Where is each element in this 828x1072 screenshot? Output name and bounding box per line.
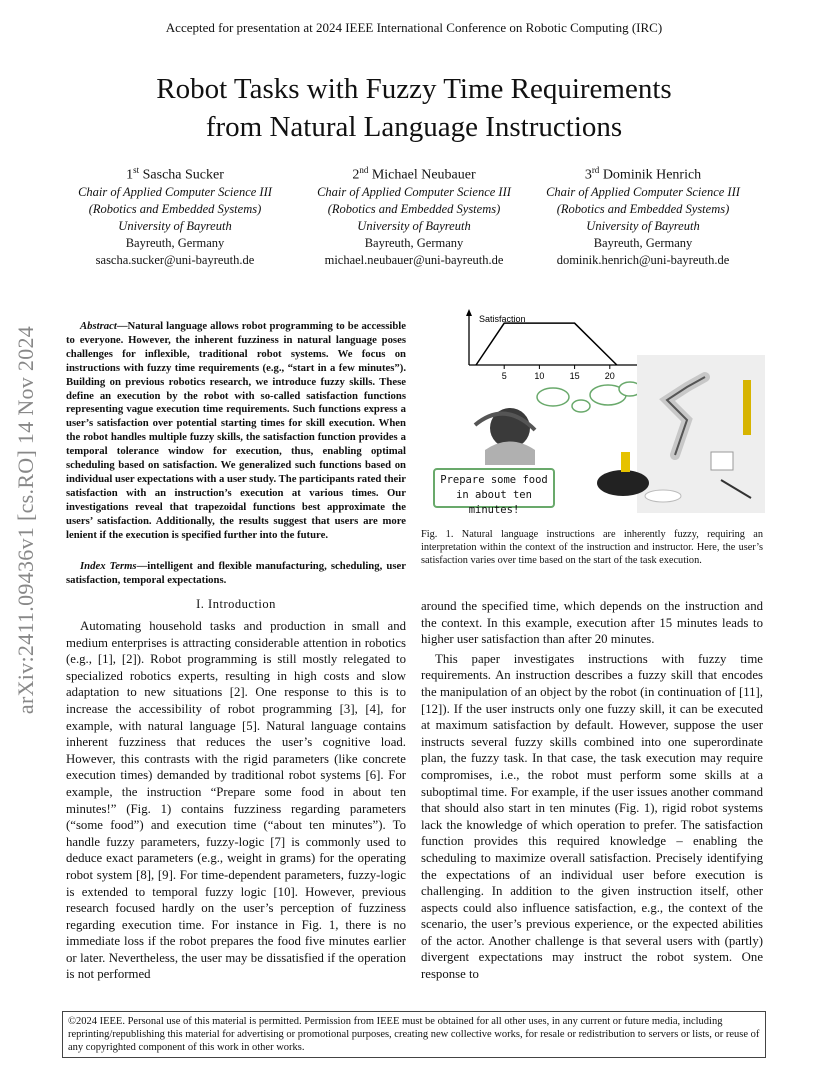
x-axis-ticks: [502, 365, 615, 381]
conference-header: Accepted for presentation at 2024 IEEE International Conference on Robotic Computing (IRC): [165, 20, 663, 35]
x-tick-label: 5: [501, 371, 507, 381]
abstract-label: Abstract: [80, 320, 117, 332]
author-1-ordinal-suffix: st: [133, 165, 140, 175]
intro-paragraph-2: This paper investigates instructions with fuzzy time requirements. An instruction describes a fuzzy skill that encodes the manipulation of an object by the robot (in continuation of [11], [12]). If the user instructs only one fuzzy skill, it can be executed at maximum satisfaction by default. However, suppose the user instructs several fuzzy skills combined into one superordinate plan, the fuzzy task. In that case, the task execution may require compromises, i.e., the robot must perform some skills at a suboptimal time. For example, if the user issues another command that should also start in ten minutes (Fig. 1), rigid robot systems lack the knowledge of which operation to prefer. The satisfaction function provides this required knowledge – enabling the scheduling to maximize overall satisfaction. Precisely identifying the expectations of an individual user before execution is challenging. In addition to the given instruction itself, other aspects could also influence satisfaction, e.g., the context of the scenario, the user’s previous experience, or the expected abilities of the actor. Another challenge is that several users with (partly) divergent expectations may instruct the robot system. One response to: [421, 651, 763, 982]
speech-line-1: Prepare some food: [440, 474, 548, 486]
copyright-notice: ©2024 IEEE. Personal use of this material is permitted. Permission from IEEE must be obtained for all other uses, in any current or future media, including reprinting/republishing this material for advertising or promotional purposes, creating new collective works, for resale or redistribution to servers or lists, or reuse of any copyrighted component of this work in other works.: [62, 1011, 766, 1058]
column-2-body: [421, 598, 763, 986]
author-2-email[interactable]: michael.neubauer@uni-bayreuth.de: [324, 252, 504, 267]
author-3-affiliation: Chair of Applied Computer Science III: [546, 184, 740, 199]
robot-scene: [597, 355, 765, 513]
author-1: [55, 162, 295, 269]
author-2: [294, 162, 534, 269]
author-3-university: University of Bayreuth: [586, 218, 700, 233]
author-3-ordinal: 3: [584, 167, 592, 183]
abstract-text: —Natural language allows robot programming to be accessible to everyone. However, the inherent fuzziness in natural language poses challenges for inflexible, traditional robot systems. We focus on instructions with fuzzy time requirements (e.g., “start in a few minutes”). Building on previous robotics research, we introduce fuzzy skills. These define an execution by the robot with so-called satisfaction functions representing vague execution time requirements. Such functions express a user’s satisfaction over potential starting times for skill execution. When the robot handles multiple fuzzy skills, the satisfaction function provides a temporal tolerance window for execution, thus, enabling optimal scheduling based on satisfaction. We generalized such functions based on individual user expectations with a user study. The participants rated their satisfaction with an instruction’s execution at various times. Our investigations reveal that trapezoidal functions best approximate the users’ satisfaction. Additionally, the results suggest that users are more lenient if the execution is specified further into the future.: [66, 320, 406, 541]
author-2-name: Michael Neubauer: [371, 167, 476, 183]
author-1-university: University of Bayreuth: [118, 218, 232, 233]
author-3-email[interactable]: dominik.henrich@uni-bayreuth.de: [556, 252, 730, 267]
title-line-1: Robot Tasks with Fuzzy Time Requirements: [156, 73, 672, 105]
abstract: [66, 320, 406, 543]
author-3-ordinal-suffix: rd: [591, 165, 600, 175]
index-terms-label: Index Terms: [80, 560, 137, 572]
x-tick-label: 10: [534, 371, 545, 381]
author-2-university: University of Bayreuth: [357, 218, 471, 233]
speech-line-2: in about ten minutes!: [456, 489, 532, 516]
title-line-2: from Natural Language Instructions: [205, 111, 623, 143]
y-axis-arrow-icon: [466, 309, 472, 316]
author-2-ordinal: 2: [352, 167, 360, 183]
author-1-affiliation: Chair of Applied Computer Science III: [78, 184, 272, 199]
figure-caption: Fig. 1. Natural language instructions are inherently fuzzy, requiring an interpretation within the context of the instruction and instructor. Here, the user’s satisfaction varies over time based on the start of the task execution.: [421, 529, 763, 566]
author-2-group: (Robotics and Embedded Systems): [327, 201, 501, 216]
author-3-name: Dominik Henrich: [602, 167, 702, 183]
thought-cloud-icons: [537, 382, 641, 412]
author-2-affiliation: Chair of Applied Computer Science III: [317, 184, 511, 199]
rack-icon: [743, 380, 751, 435]
x-tick-label: 20: [604, 371, 615, 381]
pot-icon: [711, 452, 733, 470]
author-1-ordinal: 1: [126, 167, 134, 183]
x-tick-label: 15: [569, 371, 580, 381]
cooktop-icon: [597, 470, 649, 496]
user-head-icon: [475, 408, 535, 465]
arxiv-sidebar: [4, 280, 48, 760]
author-3: [523, 162, 763, 269]
speech-bubble: [433, 468, 555, 516]
intro-paragraph-cont: around the specified time, which depends on the instruction and the context. In this example, execution after 15 minutes leads to higher user satisfaction than after 20 minutes.: [421, 599, 763, 647]
satisfaction-series-line: [476, 323, 617, 365]
column-1-body: [66, 618, 406, 986]
author-2-ordinal-suffix: nd: [359, 165, 369, 175]
author-1-location: Bayreuth, Germany: [125, 235, 225, 250]
index-terms-text: —intelligent and flexible manufacturing, scheduling, user satisfaction, temporal expectations.: [66, 560, 406, 586]
bottle-icon: [621, 452, 630, 472]
y-axis-label: Satisfaction: [479, 314, 526, 324]
index-terms: [66, 560, 406, 588]
plate-icon: [645, 490, 681, 502]
arxiv-identifier[interactable]: arXiv:2411.09436v1 [cs.RO] 14 Nov 2024: [13, 325, 38, 715]
author-1-name: Sascha Sucker: [142, 167, 224, 183]
paper-title: [0, 70, 828, 146]
author-3-group: (Robotics and Embedded Systems): [556, 201, 730, 216]
author-3-location: Bayreuth, Germany: [593, 235, 693, 250]
author-2-location: Bayreuth, Germany: [364, 235, 464, 250]
intro-paragraph-1: Automating household tasks and production in small and medium enterprises is attracting considerable attention in robotics (e.g., [1], [2]). Robot programming is still mostly relegated to specialized robotics experts, resulting in high costs and slow adaptation to new situations [2]. One response to this is to increase the accessibility of robot programming [3], [4], for example, with natural language [5]. Natural language contains inherent fuzziness that reduces the user’s cognitive load. However, this contrasts with the rigid parameters (like concrete execution times) demanded by traditional robot systems [6]. For example, the instruction “Prepare some food in about ten minutes!” (Fig. 1) contains fuzziness regarding parameters (“some food”) and execution time (“about ten minutes”). To handle fuzzy parameters, fuzzy-logic [7] is commonly used to deduce exact parameters (e.g., weight in grams) for the operating robot system [8], [9]. For time-dependent parameters, fuzzy-logic is extended to temporal fuzzy logic [10]. However, previous research focused hardly on the user’s perception of fuzziness regarding execution time. For instance in Fig. 1, there is no immediate loss if the robot prepares the food five minutes earlier or later. Nevertheless, the user may be dissatisfied if the operation is not performed: [66, 619, 406, 982]
author-1-group: (Robotics and Embedded Systems): [88, 201, 262, 216]
author-1-email[interactable]: sascha.sucker@uni-bayreuth.de: [95, 252, 255, 267]
section-heading: I. Introduction: [196, 597, 276, 611]
